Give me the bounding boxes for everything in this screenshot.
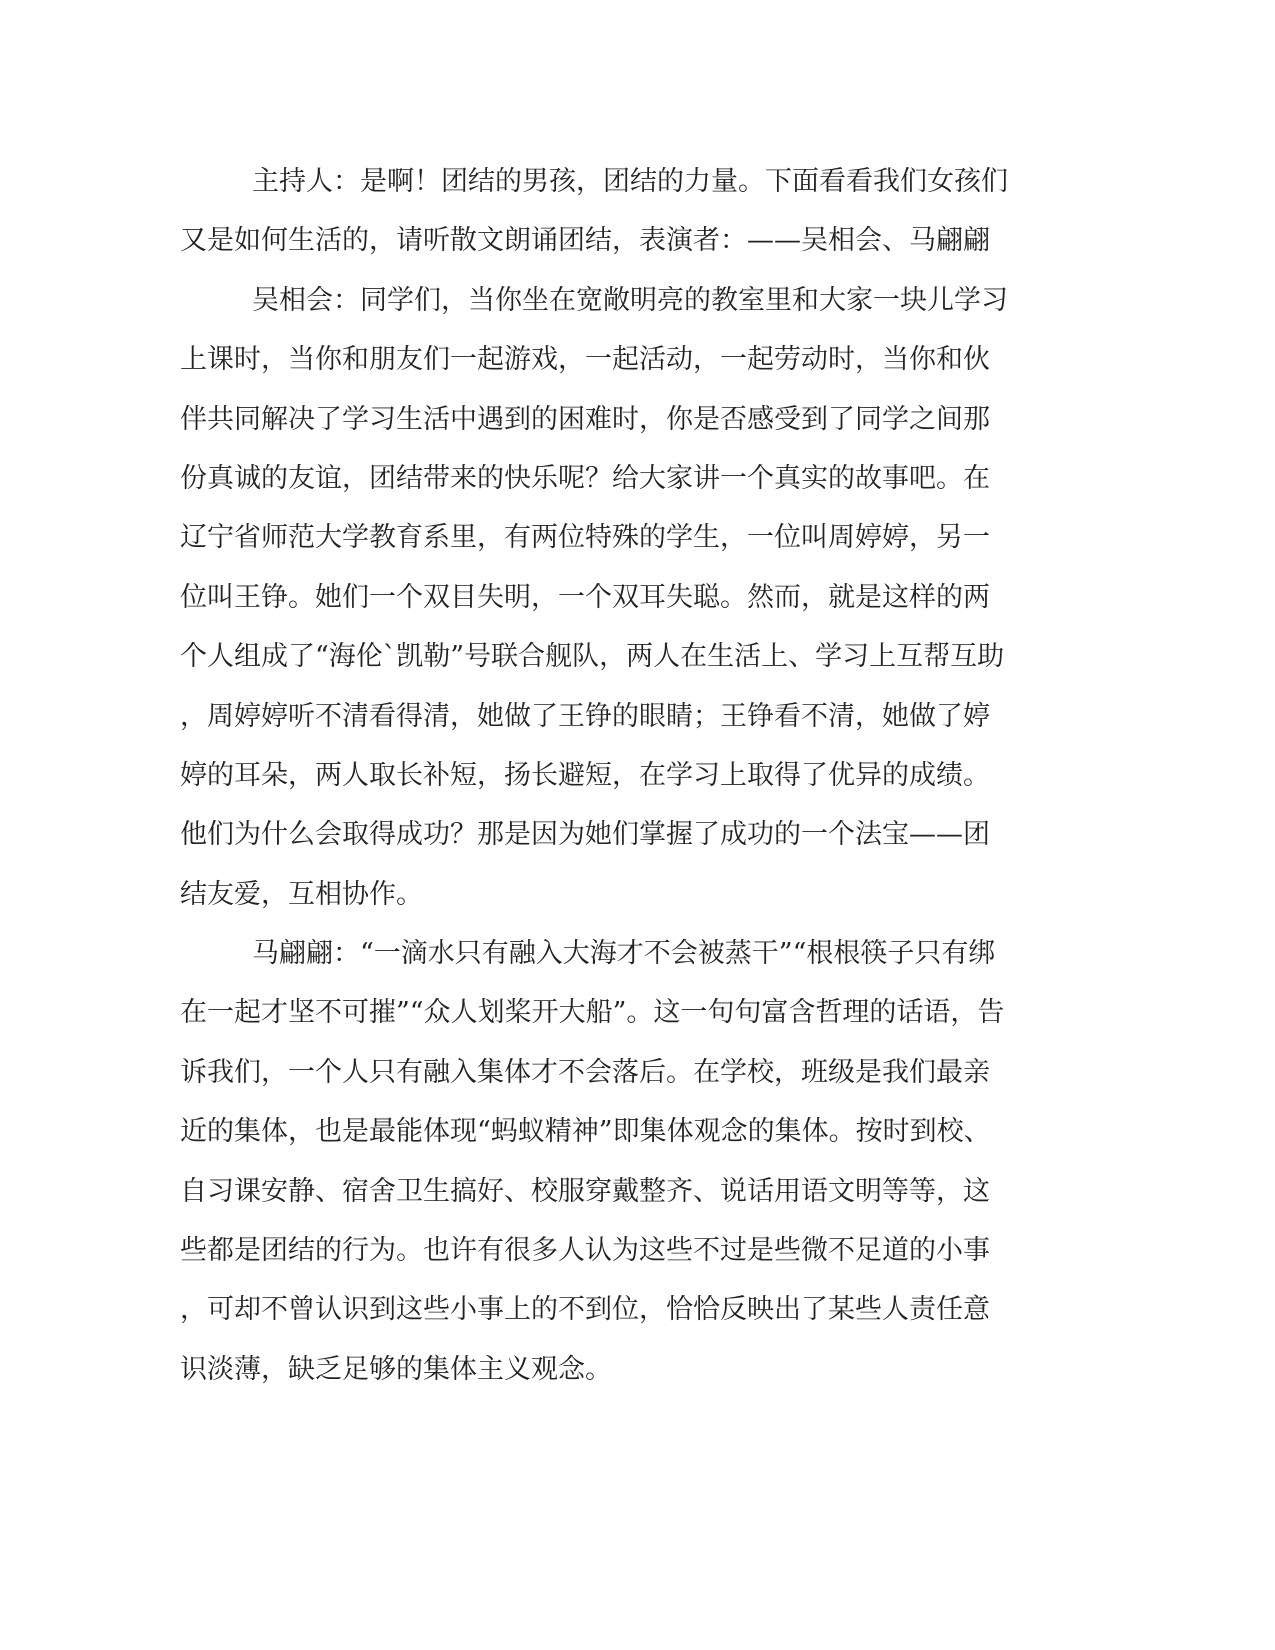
paragraph-line: 个人组成了“海伦`凯勒”号联合舰队，两人在生活上、学习上互帮互助 bbox=[180, 641, 1005, 673]
paragraph-line: 婷的耳朵，两人取长补短，扬长避短，在学习上取得了优异的成绩。 bbox=[180, 759, 990, 791]
paragraph-line: ，可却不曾认识到这些小事上的不到位，恰恰反映出了某些人责任意 bbox=[180, 1294, 990, 1326]
paragraph-line: 在一起才坚不可摧”“众人划桨开大船”。这一句句富含哲理的话语，告 bbox=[180, 997, 1005, 1029]
paragraph-line: 吴相会：同学们，当你坐在宽敞明亮的教室里和大家一块儿学习 bbox=[252, 284, 1008, 316]
paragraph-line: 上课时，当你和朋友们一起游戏，一起活动，一起劳动时，当你和伙 bbox=[180, 344, 990, 376]
paragraph-line: 自习课安静、宿舍卫生搞好、校服穿戴整齐、说话用语文明等等，这 bbox=[180, 1175, 990, 1207]
paragraph-line: 他们为什么会取得成功？那是因为她们掌握了成功的一个法宝——团 bbox=[180, 819, 990, 851]
paragraph-line: 伴共同解决了学习生活中遇到的困难时，你是否感受到了同学之间那 bbox=[180, 403, 990, 435]
paragraph-line: 主持人：是啊！团结的男孩，团结的力量。下面看看我们女孩们 bbox=[252, 166, 1008, 197]
paragraph-line: 辽宁省师范大学教育系里，有两位特殊的学生，一位叫周婷婷，另一 bbox=[180, 522, 990, 554]
paragraph-wu-xianghui bbox=[180, 271, 1040, 924]
paragraph-line: 份真诚的友谊，团结带来的快乐呢？给大家讲一个真实的故事吧。在 bbox=[180, 462, 990, 494]
paragraph-line: 马翩翩：“一滴水只有融入大海才不会被蒸干”“根根筷子只有绑 bbox=[252, 938, 996, 970]
paragraph-line: 些都是团结的行为。也许有很多人认为这些不过是些微不足道的小事 bbox=[180, 1235, 990, 1267]
paragraph-line: 结友爱，互相协作。 bbox=[180, 878, 423, 910]
paragraph-line: 位叫王铮。她们一个双目失明，一个双耳失聪。然而，就是这样的两 bbox=[180, 581, 990, 613]
document-body bbox=[180, 152, 1040, 1399]
paragraph-line: 又是如何生活的，请听散文朗诵团结，表演者：——吴相会、马翩翩 bbox=[180, 225, 990, 257]
paragraph-line: ，周婷婷听不清看得清，她做了王铮的眼睛；王铮看不清，她做了婷 bbox=[180, 700, 990, 732]
paragraph-host-intro bbox=[180, 152, 1040, 271]
paragraph-line: 诉我们，一个人只有融入集体才不会落后。在学校，班级是我们最亲 bbox=[180, 1056, 990, 1088]
paragraph-line: 近的集体，也是最能体现“蚂蚁精神”即集体观念的集体。按时到校、 bbox=[180, 1116, 991, 1148]
paragraph-ma-pianpian bbox=[180, 924, 1040, 1399]
paragraph-line: 识淡薄，缺乏足够的集体主义观念。 bbox=[180, 1353, 612, 1385]
